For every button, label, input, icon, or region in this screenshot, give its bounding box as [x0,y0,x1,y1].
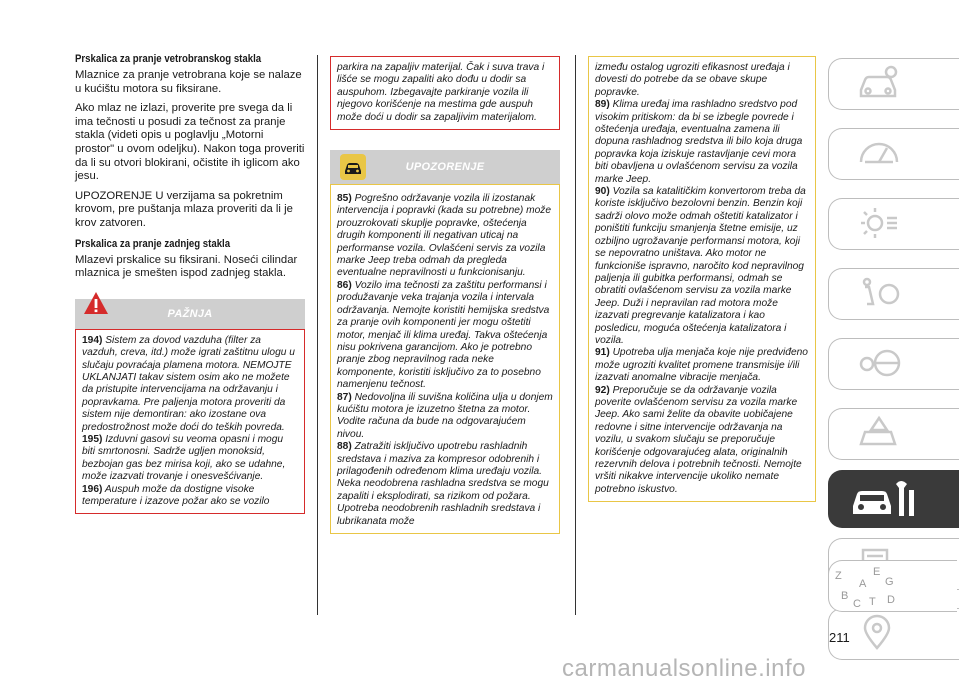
index-letter: Z [835,570,842,582]
note-90: 90) Vozila sa katalitičkim konvertorom treba da koriste isključivo bezolovni benzin. Benzin koji sadrži olovo može odmah oštetiti katalizator i poništiti funkciju smanjenja štetne emisije, uz ozbiljno ugrožavanje performansi motora, koji se nepovratno uništava. Ako motor ne funkcioniše ispravno, naročito kod nepravilnog paljenja ili gubitka performansi, odmah se obratiti ovlašćenom servisu za vozila marke Jeep. Duži i nepravilan rad motora može izazvati pregrevanje katalizatora i kao posledicu, moguća oštećenja katalizatora i vozila. [595,186,806,346]
paragraph: Ako mlaz ne izlazi, proverite pre svega da li ima tečnosti u posudi za tečnost za pranje stakla (videti opis u poglavlju „Motorni prostor" u ovom odeljku). Nakon toga proveriti da li su otvori blokirani, očistite ih iglicom ako jesu. [75,102,305,183]
sun-lights-icon [857,204,901,242]
note-194: 194) Sistem za dovod vazduha (filter za vazduh, creva, itd.) može igrati zaštitnu ulogu u slučaju povraćaja plamena motora. NEMOJTE UKLANJATI takav sistem osim ako ne možete da pristupite intervencijama na održavanju i popravkama. Pre paljenja motora proveriti da sistem nije demontiran: ako izostane ova predostrožnost može doći do teških povreda. [82,334,295,433]
heading-windshield-washer: Prskalica za pranje vetrobranskog stakla [75,53,262,65]
heading-rear-washer: Prskalica za pranje zadnjeg stakla [75,237,231,250]
hazard-car-icon [857,414,901,452]
note-88-continued: između ostalog ugroziti efikasnost uređaja i dovesti do potrebe da se obave skupe popravke. [595,62,790,98]
attention-header [75,299,305,329]
page-number: 211 [829,630,850,645]
note-88: 88) Zatražiti isključivo upotrebu rashladnih sredstava i maziva za kompresor odobrenih i prilagođenih određenom klima uređaju vozila. Neka neodobrena rashladna sredstva se mogu zapaliti i eksplodirati, sa rizikom od požara. Upotreba neodobrenih rashladnih sredstava i lubrikanata može [337,441,549,527]
paragraph: UPOZORENJE U verzijama sa pokretnim krovom, pre puštanja mlaza proveriti da li je krov zatvoren. [75,189,293,229]
attention-box [75,329,305,515]
note-85: 85) Pogrešno održavanje vozila ili izostanak intervencija i popravki (kada su potrebne) može prouzrokovati skuplje popravke, oštećenja drugih komponenti ili negativan uticaj na performanse vozila. Ovlašćeni servis za vozila marke Jeep treba odmah da pregleda eventualne nepravilnosti u funkcionisanju. [337,193,552,279]
column-1 [75,52,305,514]
dashboard-gauge-icon [857,134,901,172]
tab-lights[interactable] [828,198,959,250]
note-89: 89) Klima uređaj ima rashladno sredstvo pod visokim pritiskom: da bi se izbegle povrede i oštećenja uređaja, eventualna zamena ili dopuna rashladnog sredstva ili bilo koja druga popravka koja iziskuje rastavljanje cevi mora biti obavljena u ovlašćenom servisu za vozila marke Jeep. [595,99,803,185]
index-letter: D [887,594,895,606]
tab-index[interactable] [828,560,957,612]
note-86: 86) Vozilo ima tečnosti za zaštitu performansi i produžavanje veka trajanja vozila i intervala održavanja. Nemojte koristiti hemijska sredstva za pranje ovih komponenti jer mogu oštetiti motor, menjač ili klima uređaj. Takva oštećenja nisu pokrivena garancijom. Ako je potrebno pranje zbog nepravilnog rada neke komponente, koristiti isključivo za to posebno namenjenu tečnost. [337,279,550,391]
index-letter: E [873,566,881,578]
paragraph: Mlazevi prskalice su fiksirani. Noseći cilindar mlaznica je smešten ispod zadnjeg stakla. [75,253,298,280]
index-letter: B [841,590,849,602]
attention-box-continued [330,56,560,130]
column-3 [588,52,816,502]
column-divider [575,55,576,615]
caution-title: UPOZORENJE [405,161,485,174]
caution-box-continued [588,56,816,502]
caution-box [330,184,560,534]
steering-wheel-icon [857,344,901,382]
note-195: 195) Izduvni gasovi su veoma opasni i mogu biti smrtonosni. Sadrže ugljen monoksid, bezbojan gas bez mirisa koji, ako se udahne, može izazvati trovanje i onesvešćivanje. [82,433,286,483]
column-divider [317,55,318,615]
note-87: 87) Nedovoljna ili suvišna količina ulja u donjem kućištu motora je izuzetno štetna za motor. Vodite računa da bude na odgovarajućem nivou. [337,391,553,440]
watermark: carmanualsonline.info [562,655,806,682]
alphabet-index-icon [829,563,909,609]
attention-title: PAŽNJA [167,307,213,320]
car-wrench-icon [849,476,921,522]
note-92: 92) Preporučuje se da održavanje vozila poverite ovlašćenom servisu za vozila marke Jeep. Ako sami želite da obavite uobičajene redovne i sitne intervencije održavanja na vozilu, u svakom slučaju se preporučuje korišćenje odgovarajućeg alata, originalnih rezervnih delova i potrebnih tečnosti. Nemojte vršiti nikakve intervencije ukoliko nemate potrebno iskustvo. [595,384,802,495]
index-letter: G [885,576,894,588]
note-91: 91) Upotreba ulja menjača koje nije predviđeno može ugroziti kvalitet promene transmisije i/ili izazvati anomalne vibracije menjača. [595,347,808,384]
caution-header [330,150,560,184]
index-letter: T [869,596,876,608]
tab-starting-driving[interactable] [828,338,959,390]
car-info-icon [857,64,901,102]
index-letter: A [859,578,867,590]
tab-vehicle-knowledge[interactable] [828,58,959,110]
multimedia-nav-icon [857,614,901,652]
paragraph: Mlaznice za pranje vetrobrana koje se nalaze u kućištu motora su fiksirane. [75,69,302,95]
chapter-tabs [822,52,956,612]
index-letter: C [853,598,861,609]
airbag-icon [857,274,901,312]
tab-servicing-maintenance[interactable] [828,470,959,528]
tab-safety[interactable] [828,268,959,320]
tab-emergency[interactable] [828,408,959,460]
note-196: 196) Auspuh može da dostigne visoke temperature i izazove požar ako se vozilo [82,483,270,507]
column-2 [330,52,560,534]
tab-dashboard[interactable] [828,128,959,180]
note-196-continued: parkira na zapaljiv materijal. Čak i suva trava i lišće se mogu zapaliti ako dođu u dodir sa auspuhom. Izbegavajte parkiranje vozila ili njegovo korišćenje na mestima gde auspuh može doći u dodir sa zapaljivim materijalom. [337,62,545,123]
